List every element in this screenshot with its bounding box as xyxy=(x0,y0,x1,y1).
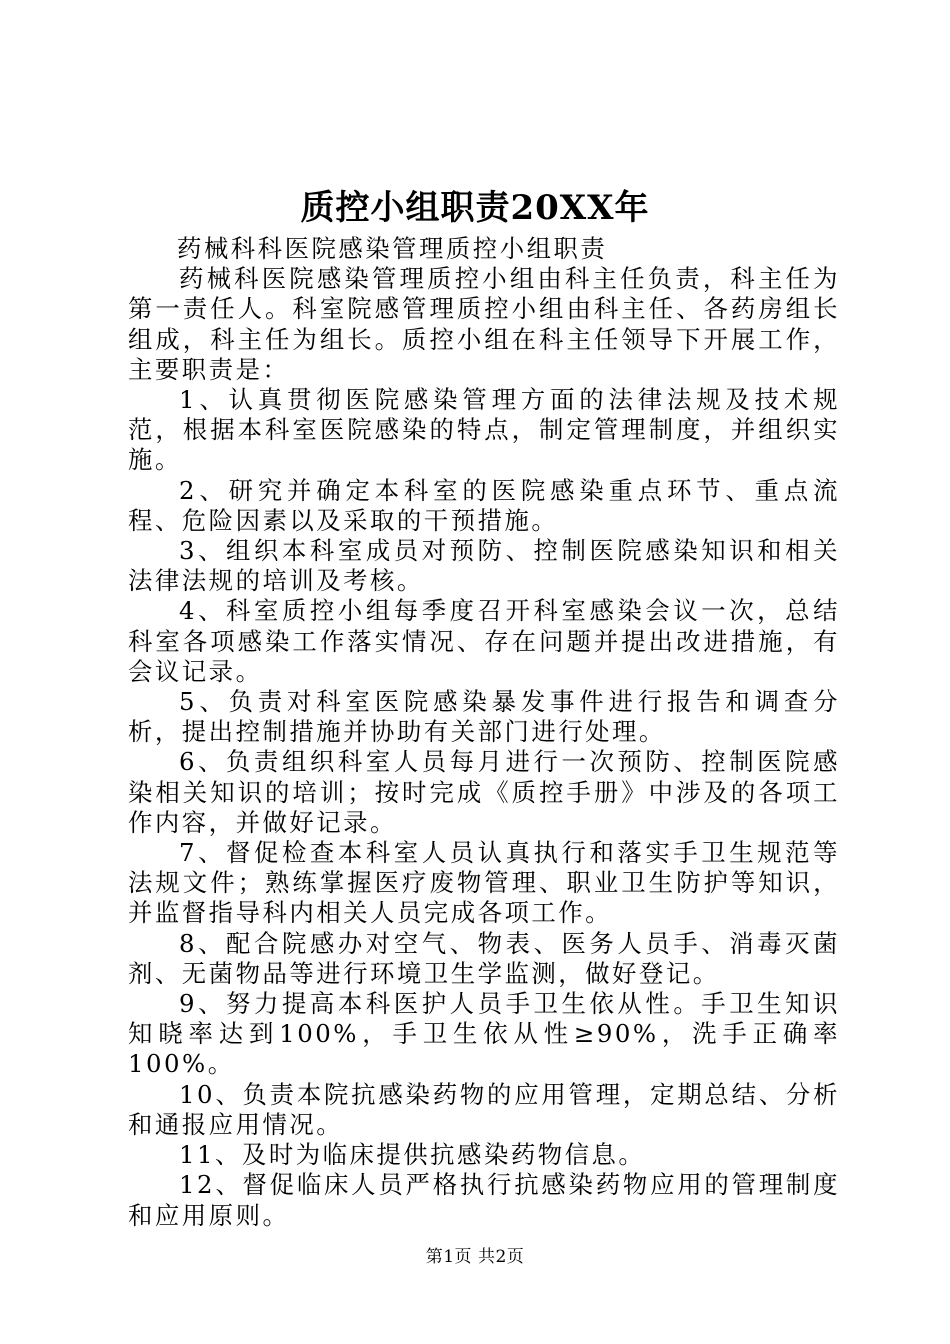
page-footer: 第1页 共2页 xyxy=(425,1247,525,1267)
intro-paragraph: 药械科医院感染管理质控小组由科主任负责，科主任为第一责任人。科室院感管理质控小组由科主任、各药房组长组成，科主任为组长。质控小组在科主任领导下开展工作，主要职责是： xyxy=(128,264,840,384)
duty-item-2: 2、研究并确定本科室的医院感染重点环节、重点流程、危险因素以及采取的干预措施。 xyxy=(128,475,840,535)
duty-item-11: 11、及时为临床提供抗感染药物信息。 xyxy=(179,1140,646,1170)
duty-item-1: 1、认真贯彻医院感染管理方面的法律法规及技术规范，根据本科室医院感染的特点，制定管理制度，并组织实施。 xyxy=(128,385,840,475)
duty-item-4: 4、科室质控小组每季度召开科室感染会议一次，总结科室各项感染工作落实情况、存在问题并提出改进措施，有会议记录。 xyxy=(128,596,840,686)
duty-item-6: 6、负责组织科室人员每月进行一次预防、控制医院感染相关知识的培训；按时完成《质控手册》中涉及的各项工作内容，并做好记录。 xyxy=(128,747,840,837)
duty-item-12: 12、督促临床人员严格执行抗感染药物应用的管理制度和应用原则。 xyxy=(128,1170,840,1230)
duty-item-7: 7、督促检查本科室人员认真执行和落实手卫生规范等法规文件；熟练掌握医疗废物管理、职业卫生防护等知识，并监督指导科内相关人员完成各项工作。 xyxy=(128,838,840,928)
duty-item-10: 10、负责本院抗感染药物的应用管理，定期总结、分析和通报应用情况。 xyxy=(128,1079,840,1139)
duty-item-5: 5、负责对科室医院感染暴发事件进行报告和调查分析，提出控制措施并协助有关部门进行处理。 xyxy=(128,687,840,747)
section-subheading: 药械科科医院感染管理质控小组职责 xyxy=(177,234,608,263)
duty-item-9: 9、努力提高本科医护人员手卫生依从性。手卫生知识知晓率达到100%，手卫生依从性≥90%，洗手正确率100%。 xyxy=(128,989,840,1079)
document-body xyxy=(128,234,840,1231)
document-title: 质控小组职责20XX年 xyxy=(300,188,650,228)
duty-item-8: 8、配合院感办对空气、物表、医务人员手、消毒灭菌剂、无菌物品等进行环境卫生学监测，做好登记。 xyxy=(128,928,840,988)
duty-item-3: 3、组织本科室成员对预防、控制医院感染知识和相关法律法规的培训及考核。 xyxy=(128,536,840,596)
